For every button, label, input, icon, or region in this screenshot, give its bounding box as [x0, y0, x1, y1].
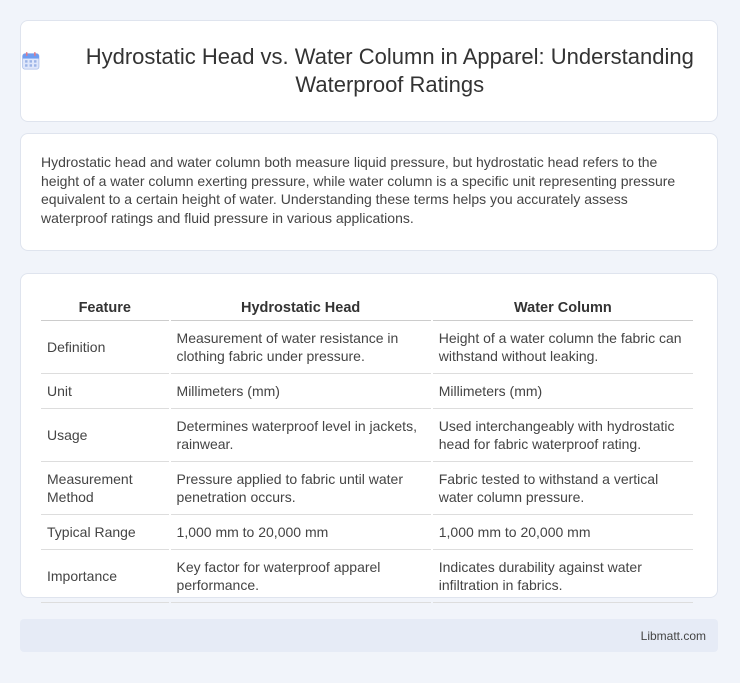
row-hydrostatic-head: Determines waterproof level in jackets, rainwear.	[171, 409, 431, 462]
table-header-row	[41, 296, 693, 321]
row-feature: Typical Range	[41, 515, 169, 550]
table-row	[41, 321, 693, 374]
page-title: Hydrostatic Head vs. Water Column in Apparel: Understanding Waterproof Ratings	[85, 44, 694, 97]
table-row	[41, 515, 693, 550]
row-water-column: Indicates durability against water infiltration in fabrics.	[433, 550, 693, 603]
table-row	[41, 550, 693, 603]
row-hydrostatic-head: 1,000 mm to 20,000 mm	[171, 515, 431, 550]
row-hydrostatic-head: Pressure applied to fabric until water penetration occurs.	[171, 462, 431, 515]
row-feature: Usage	[41, 409, 169, 462]
row-hydrostatic-head: Millimeters (mm)	[171, 374, 431, 409]
comparison-table	[39, 296, 695, 603]
row-hydrostatic-head: Measurement of water resistance in clothing fabric under pressure.	[171, 321, 431, 374]
row-water-column: Used interchangeably with hydrostatic head for fabric waterproof rating.	[433, 409, 693, 462]
table-row	[41, 374, 693, 409]
row-feature: Definition	[41, 321, 169, 374]
header-water-column: Water Column	[433, 296, 693, 321]
row-water-column: Height of a water column the fabric can withstand without leaking.	[433, 321, 693, 374]
row-water-column: Fabric tested to withstand a vertical water column pressure.	[433, 462, 693, 515]
intro-card	[20, 133, 718, 251]
title-wrap	[21, 43, 717, 99]
row-water-column: 1,000 mm to 20,000 mm	[433, 515, 693, 550]
footer-brand[interactable]: Libmatt.com	[640, 628, 706, 643]
table-row	[41, 409, 693, 462]
table-card	[20, 273, 718, 598]
table-row	[41, 462, 693, 515]
title-card	[20, 20, 718, 122]
header-hydrostatic-head: Hydrostatic Head	[171, 296, 431, 321]
header-feature: Feature	[41, 296, 169, 321]
calendar-icon	[21, 49, 41, 73]
row-feature: Measurement Method	[41, 462, 169, 515]
row-feature: Importance	[41, 550, 169, 603]
row-water-column: Millimeters (mm)	[433, 374, 693, 409]
footer	[20, 619, 718, 652]
intro-text: Hydrostatic head and water column both measure liquid pressure, but hydrostatic head refers to the height of a water column exerting pressure, while water column is a specific unit representing pressure equivalent to a certain height of water. Understanding these terms helps you accurately assess waterproof ratings and fluid pressure in various applications.	[41, 154, 676, 226]
row-hydrostatic-head: Key factor for waterproof apparel performance.	[171, 550, 431, 603]
row-feature: Unit	[41, 374, 169, 409]
